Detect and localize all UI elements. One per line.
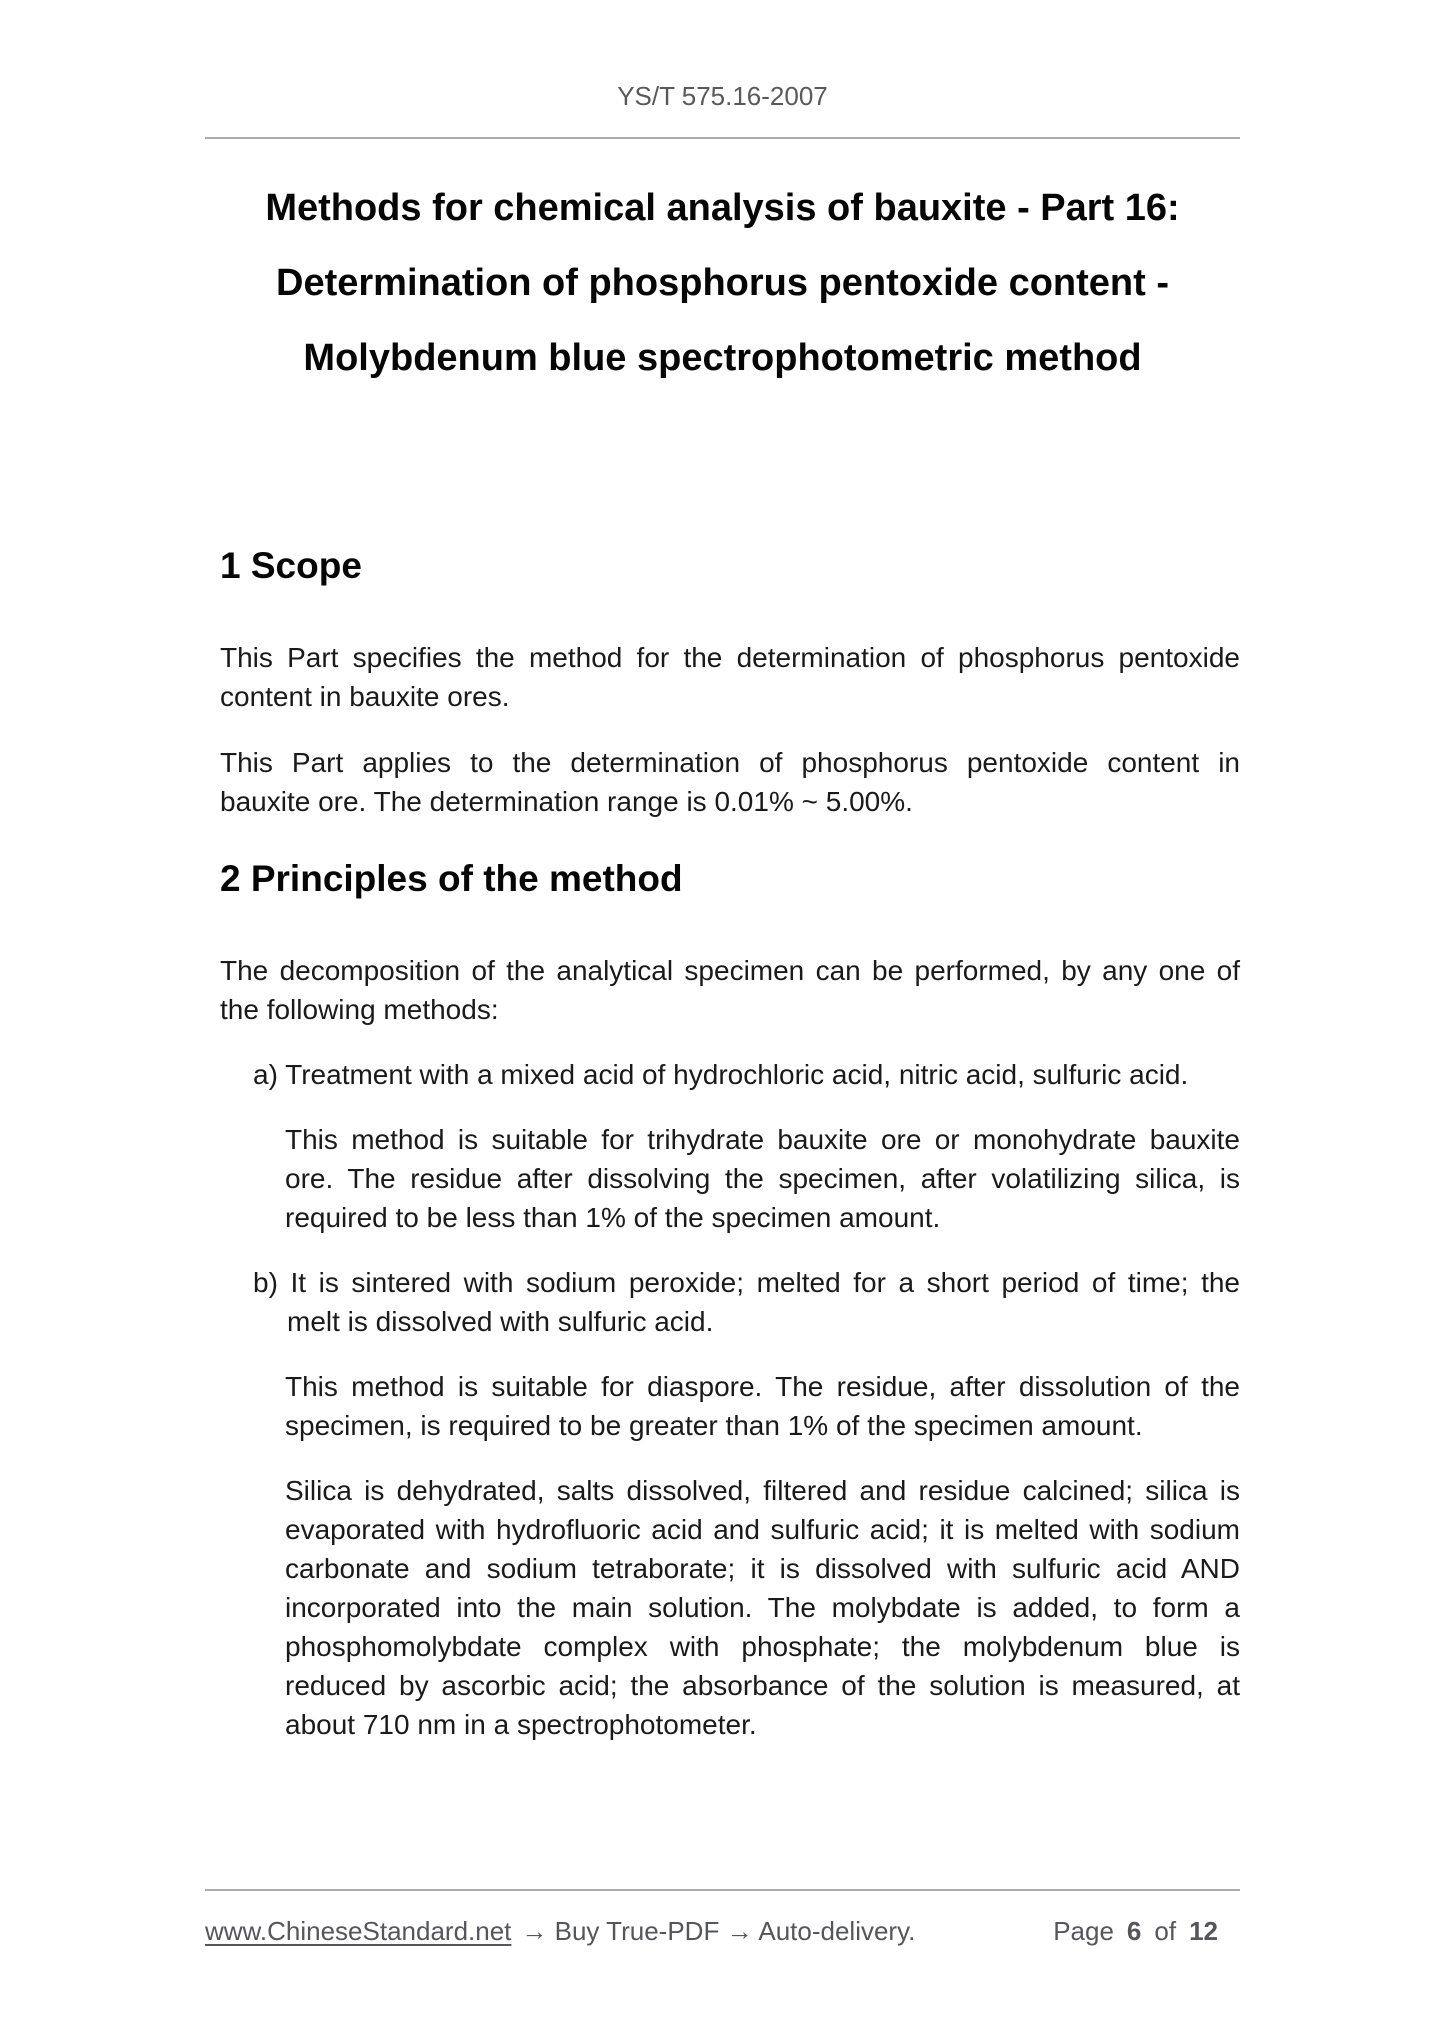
doc-title-line-2: Determination of phosphorus pentoxide content - (276, 262, 1169, 304)
text-line: a) Treatment with a mixed acid of hydrochloric acid, nitric acid, sulfuric acid. (253, 1059, 1189, 1090)
doc-title-line-3: Molybdenum blue spectrophotometric method (303, 337, 1142, 379)
page-word: Page (1053, 1916, 1114, 1946)
section-heading-scope: 1 Scope (220, 545, 362, 586)
footer-rule (205, 1889, 1240, 1891)
text-line: phosphomolybdate complex with phosphate; the molybdenum blue is (285, 1631, 1240, 1662)
text-line: This method is suitable for diaspore. The residue, after dissolution of the (285, 1371, 1240, 1402)
doc-number: YS/T 575.16-2007 (617, 81, 828, 111)
text-line: The decomposition of the analytical specimen can be performed, by any one of (220, 955, 1240, 986)
text-line: specimen, is required to be greater than 1% of the specimen amount. (285, 1410, 1143, 1441)
text-line: b) It is sintered with sodium peroxide; melted for a short period of time; the (253, 1267, 1240, 1298)
page-footer (205, 1912, 1240, 1951)
text-line: Silica is dehydrated, salts dissolved, filtered and residue calcined; silica is (285, 1475, 1240, 1506)
footer-tagline: → Buy True-PDF → Auto-delivery. (521, 1916, 916, 1946)
footer-link[interactable]: www.ChineseStandard.net (205, 1916, 512, 1946)
page-number-current: 6 (1126, 1916, 1142, 1946)
footer-promo (205, 1912, 915, 1951)
page-indicator (1053, 1912, 1240, 1951)
text-line: melt is dissolved with sulfuric acid. (287, 1306, 714, 1337)
list-item-b (220, 1263, 1240, 1341)
text-line: carbonate and sodium tetraborate; it is dissolved with sulfuric acid AND (285, 1553, 1240, 1584)
text-line: ore. The residue after dissolving the specimen, after volatilizing silica, is (285, 1163, 1240, 1194)
doc-title-line-1: Methods for chemical analysis of bauxite - Part 16: (265, 187, 1180, 229)
text-line: content in bauxite ores. (220, 681, 510, 712)
text-line: This Part specifies the method for the determination of phosphorus pentoxide (220, 642, 1240, 673)
text-line: about 710 nm in a spectrophotometer. (285, 1709, 757, 1740)
paragraph-method-a (285, 1120, 1240, 1237)
text-line: This Part applies to the determination of phosphorus pentoxide content in (220, 747, 1240, 778)
text-line: evaporated with hydrofluoric acid and sulfuric acid; it is melted with sodium (285, 1514, 1240, 1545)
paragraph-method-b-2 (285, 1471, 1240, 1744)
paragraph-principles-intro (220, 951, 1240, 1029)
text-line: required to be less than 1% of the specimen amount. (285, 1202, 941, 1233)
list-item-a (220, 1055, 1240, 1094)
text-line: the following methods: (220, 994, 499, 1025)
document-body (220, 0, 1240, 1744)
paragraph-method-b-1 (285, 1367, 1240, 1445)
text-line: bauxite ore. The determination range is 0.01% ~ 5.00%. (220, 786, 913, 817)
of-word: of (1154, 1916, 1177, 1946)
text-line: This method is suitable for trihydrate bauxite ore or monohydrate bauxite (285, 1124, 1240, 1155)
text-line: incorporated into the main solution. The molybdate is added, to form a (285, 1592, 1240, 1623)
paragraph-scope-2 (220, 743, 1240, 821)
paragraph-scope-1 (220, 638, 1240, 716)
section-heading-principles: 2 Principles of the method (220, 858, 683, 899)
page-number-total: 12 (1189, 1916, 1218, 1946)
text-line: reduced by ascorbic acid; the absorbance of the solution is measured, at (285, 1670, 1240, 1701)
